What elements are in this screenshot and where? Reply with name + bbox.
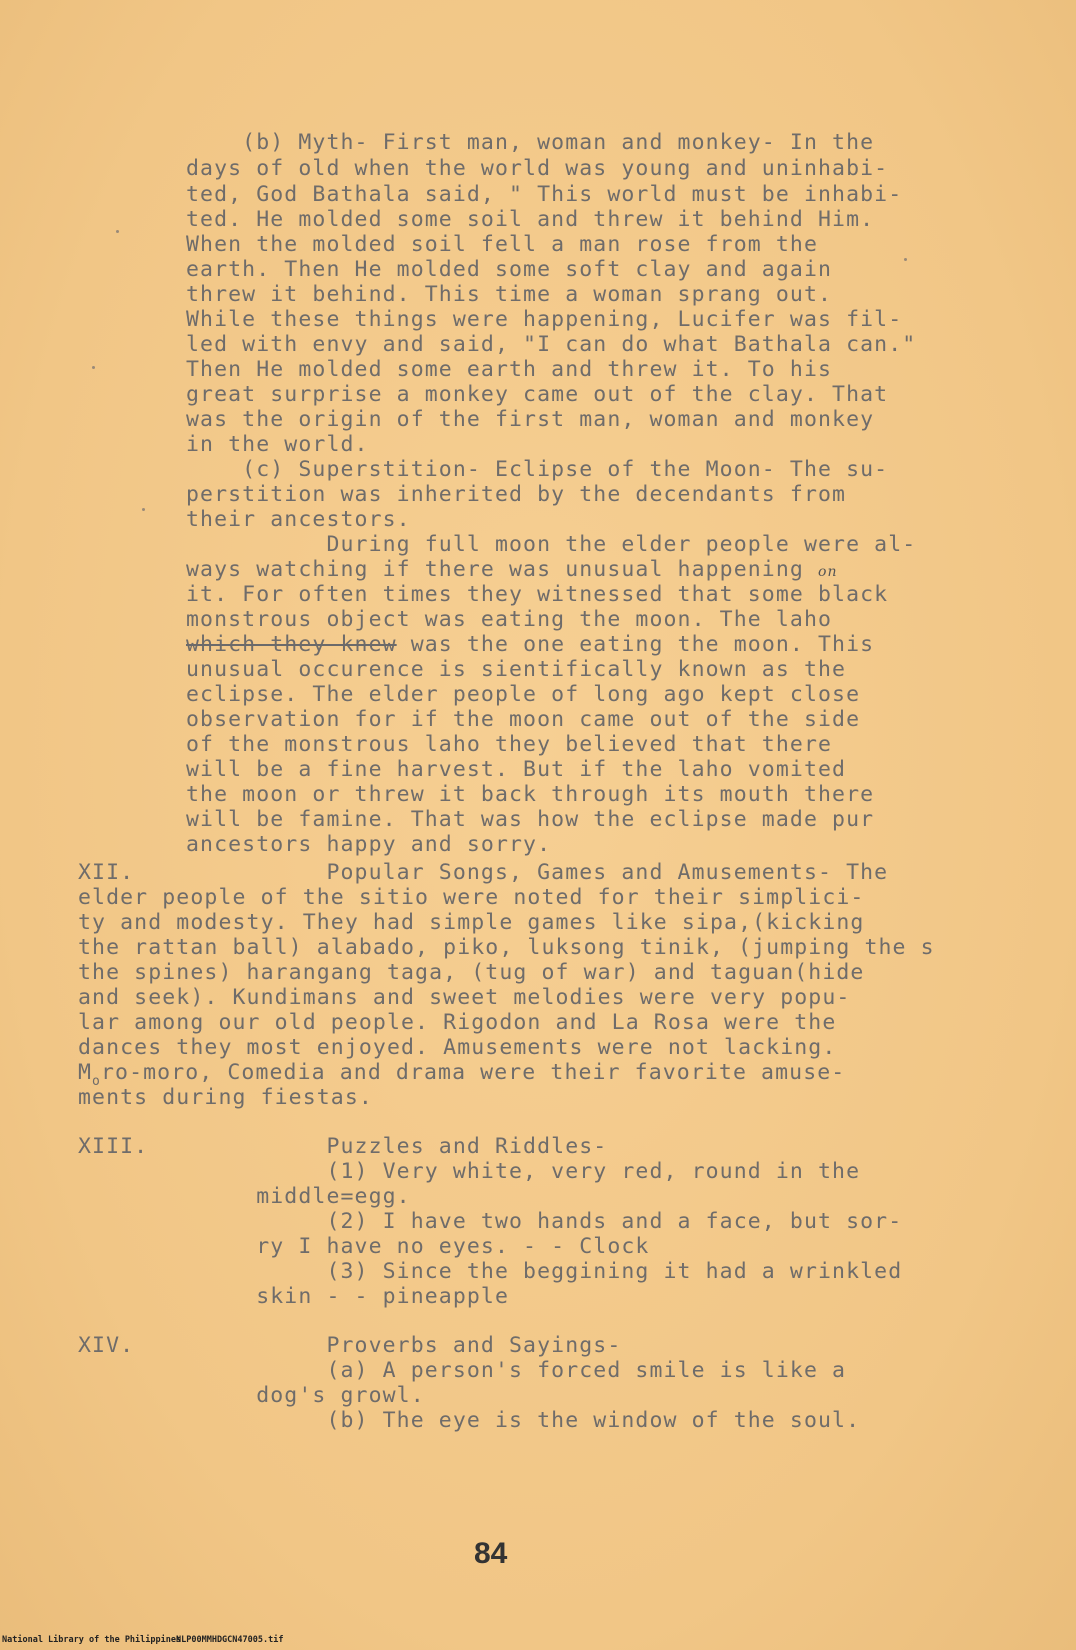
struck-text: which they knew (186, 632, 397, 657)
text-line: ty and modesty. They had simple games like sipa,(kicking (78, 910, 865, 935)
text-line: great surprise a monkey came out of the clay. That (186, 382, 889, 407)
text-line: their ancestors. (186, 507, 411, 532)
text-line: unusual occurence is sientifically known as the (186, 657, 847, 682)
text-span: M (78, 1060, 93, 1085)
text-line: ted, God Bathala said, " This world must be inhabi- (186, 182, 903, 207)
text-line: threw it behind. This time a woman sprang out. (186, 282, 833, 307)
text-line: (2) I have two hands and a face, but sor- (186, 1209, 903, 1234)
text-line: will be a fine harvest. But if the laho vomited (186, 757, 847, 782)
text-line: Then He molded some earth and threw it. To his (186, 357, 833, 382)
text-line: (b) Myth- First man, woman and monkey- In the (186, 130, 875, 155)
text-line: Puzzles and Riddles- (186, 1134, 608, 1159)
paper-speck (116, 230, 119, 233)
text-line: monstrous object was eating the moon. The laho (186, 607, 833, 632)
text-line: dances they most enjoyed. Amusements were not lacking. (78, 1035, 837, 1060)
paper-speck (142, 508, 145, 511)
text-line: the rattan ball) alabado, piko, luksong tinik, (jumping the s (78, 935, 935, 960)
text-line: observation for if the moon came out of the side (186, 707, 861, 732)
text-line: (a) A person's forced smile is like a (186, 1358, 847, 1383)
text-line: When the molded soil fell a man rose from the (186, 232, 818, 257)
text-line: ments during fiestas. (78, 1085, 373, 1110)
text-span: was the one eating the moon. This (396, 632, 875, 657)
text-line: (c) Superstition- Eclipse of the Moon- The su- (186, 457, 889, 482)
text-line: elder people of the sitio were noted for their simplici- (78, 885, 865, 910)
section-number: XII. (78, 860, 135, 885)
handwritten-annotation: on (818, 564, 838, 580)
text-line: earth. Then He molded some soft clay and again (186, 257, 833, 282)
page-number: 84 (474, 1537, 508, 1570)
text-line: skin - - pineapple (186, 1284, 510, 1309)
text-line: (b) The eye is the window of the soul. (186, 1408, 861, 1433)
text-line: While these things were happening, Lucifer was fil- (186, 307, 903, 332)
text-line (186, 557, 838, 585)
paper-speck (904, 258, 907, 261)
text-line: Proverbs and Sayings- (186, 1333, 622, 1358)
paper-speck (92, 366, 95, 369)
text-span: ways watching if there was unusual happening (186, 557, 804, 582)
text-line: eclipse. The elder people of long ago kept close (186, 682, 861, 707)
footer-library: National Library of the Philippines (2, 1635, 182, 1645)
text-line: perstition was inherited by the decendants from (186, 482, 847, 507)
text-line: (3) Since the beggining it had a wrinkled (186, 1259, 903, 1284)
text-line: the spines) harangang taga, (tug of war) and taguan(hide (78, 960, 865, 985)
text-line: days of old when the world was young and uninhabi- (186, 156, 889, 181)
text-line: ancestors happy and sorry. (186, 832, 552, 857)
text-line: the moon or threw it back through its mouth there (186, 782, 875, 807)
text-line: Popular Songs, Games and Amusements- The (186, 860, 889, 885)
text-line: was the origin of the first man, woman and monkey (186, 407, 875, 432)
text-line: middle=egg. (186, 1184, 411, 1209)
text-line: will be famine. That was how the eclipse made pur (186, 807, 875, 832)
text-line: led with envy and said, "I can do what Bathala can." (186, 332, 917, 357)
footer-filename: NLP00MMHDGCN47005.tif (176, 1635, 284, 1645)
text-line: in the world. (186, 432, 369, 457)
text-line (186, 632, 874, 658)
section-number: XIII. (78, 1134, 149, 1159)
text-line: of the monstrous laho they believed that there (186, 732, 833, 757)
text-line: and seek). Kundimans and sweet melodies were very popu- (78, 985, 851, 1010)
text-line: lar among our old people. Rigodon and La Rosa were the (78, 1010, 837, 1035)
text-line: During full moon the elder people were al- (186, 532, 917, 557)
text-line: (1) Very white, very red, round in the (186, 1159, 861, 1184)
section-number: XIV. (78, 1333, 135, 1358)
text-line: it. For often times they witnessed that some black (186, 582, 889, 607)
text-span: o (92, 1074, 101, 1089)
text-span: ro-moro, Comedia and drama were their favorite amuse- (100, 1060, 846, 1085)
text-line: ry I have no eyes. - - Clock (186, 1234, 650, 1259)
text-line: dog's growl. (186, 1383, 425, 1408)
text-line: ted. He molded some soil and threw it behind Him. (186, 207, 875, 232)
